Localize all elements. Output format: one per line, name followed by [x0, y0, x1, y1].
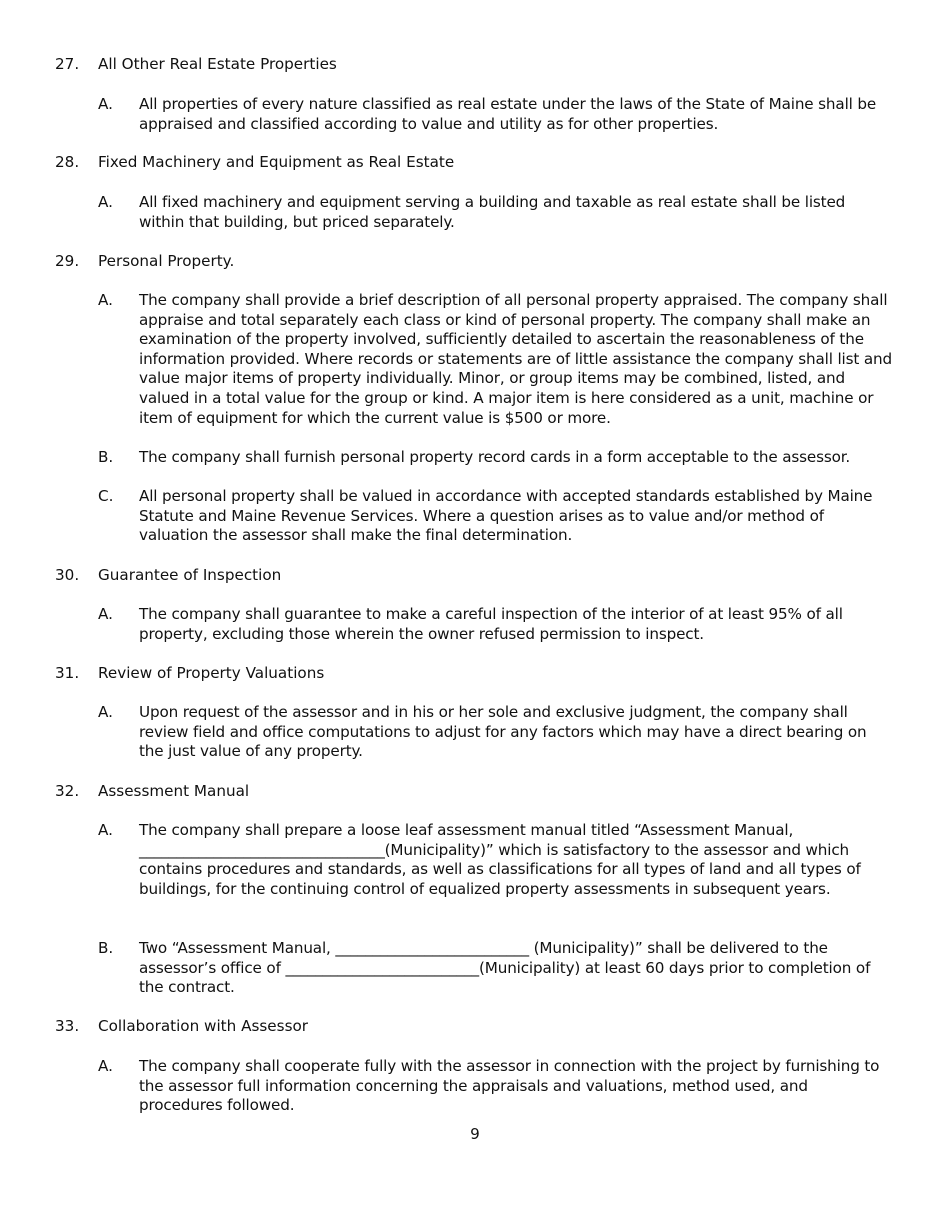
item-letter: A. — [98, 821, 113, 839]
item-letter: A. — [98, 1057, 113, 1075]
item-letter: B. — [98, 448, 114, 466]
section-title: Collaboration with Assessor — [98, 1017, 309, 1035]
section-title: Review of Property Valuations — [98, 664, 325, 682]
item-letter: A. — [98, 193, 113, 211]
section-number: 28. — [55, 153, 80, 171]
section-number: 29. — [55, 252, 80, 270]
item-text: All properties of every nature classified as real estate under the laws of the State of Maine shall be appraised and classified according to value and utility as for other properties. — [139, 95, 877, 133]
item-letter: B. — [98, 939, 114, 957]
section-number: 32. — [55, 782, 80, 800]
item-text: The company shall guarantee to make a careful inspection of the interior of at least 95% of all property, excluding those wherein the owner refused permission to inspect. — [139, 605, 843, 643]
item-text: The company shall furnish personal property record cards in a form acceptable to the assessor. — [139, 448, 851, 466]
item-text: Upon request of the assessor and in his or her sole and exclusive judgment, the company shall review field and office computations to adjust for any factors which may have a direct bearing on the just value of any property. — [139, 703, 867, 761]
section-title: Personal Property. — [98, 252, 235, 270]
section-number: 27. — [55, 55, 80, 73]
section-number: 33. — [55, 1017, 80, 1035]
item-text: Two “Assessment Manual, __________________________ (Municipality)” shall be delivered to the assessor’s office of __________________________(Municipality) at least 60 days prior to completion of the contract. — [139, 939, 871, 997]
section-number: 31. — [55, 664, 80, 682]
item-letter: A. — [98, 291, 113, 309]
item-text: The company shall cooperate fully with the assessor in connection with the project by furnishing to the assessor full information concerning the appraisals and valuations, method used, and procedures followed. — [139, 1057, 880, 1115]
item-letter: A. — [98, 703, 113, 721]
item-text: The company shall prepare a loose leaf assessment manual titled “Assessment Manual, _________________________________(Municipality)” which is satisfactory to the assessor and which contains procedures and standards, as well as classifications for all types of land and all types of buildings, for the continuing control of equalized property assessments in subsequent years. — [139, 821, 861, 898]
section-title: Fixed Machinery and Equipment as Real Estate — [98, 153, 455, 171]
item-text: All fixed machinery and equipment serving a building and taxable as real estate shall be listed within that building, but priced separately. — [139, 193, 846, 231]
section-number: 30. — [55, 566, 80, 584]
section-title: Guarantee of Inspection — [98, 566, 282, 584]
page-number: 9 — [470, 1125, 480, 1143]
item-text: All personal property shall be valued in accordance with accepted standards established by Maine Statute and Maine Revenue Services. Where a question arises as to value and/or method of valuation the assessor shall make the final determination. — [139, 487, 873, 545]
item-letter: A. — [98, 95, 113, 113]
section-title: Assessment Manual — [98, 782, 250, 800]
item-letter: C. — [98, 487, 114, 505]
item-text: The company shall provide a brief description of all personal property appraised. The company shall appraise and total separately each class or kind of personal property. The company shall make an examination of the property involved, sufficiently detailed to ascertain the reasonableness of the information provided. Where records or statements are of little assistance the company shall list and value major items of property individually. Minor, or group items may be combined, listed, and valued in a total value for the group or kind. A major item is here considered as a unit, machine or item of equipment for which the current value is $500 or more. — [139, 291, 892, 427]
item-letter: A. — [98, 605, 113, 623]
section-title: All Other Real Estate Properties — [98, 55, 337, 73]
